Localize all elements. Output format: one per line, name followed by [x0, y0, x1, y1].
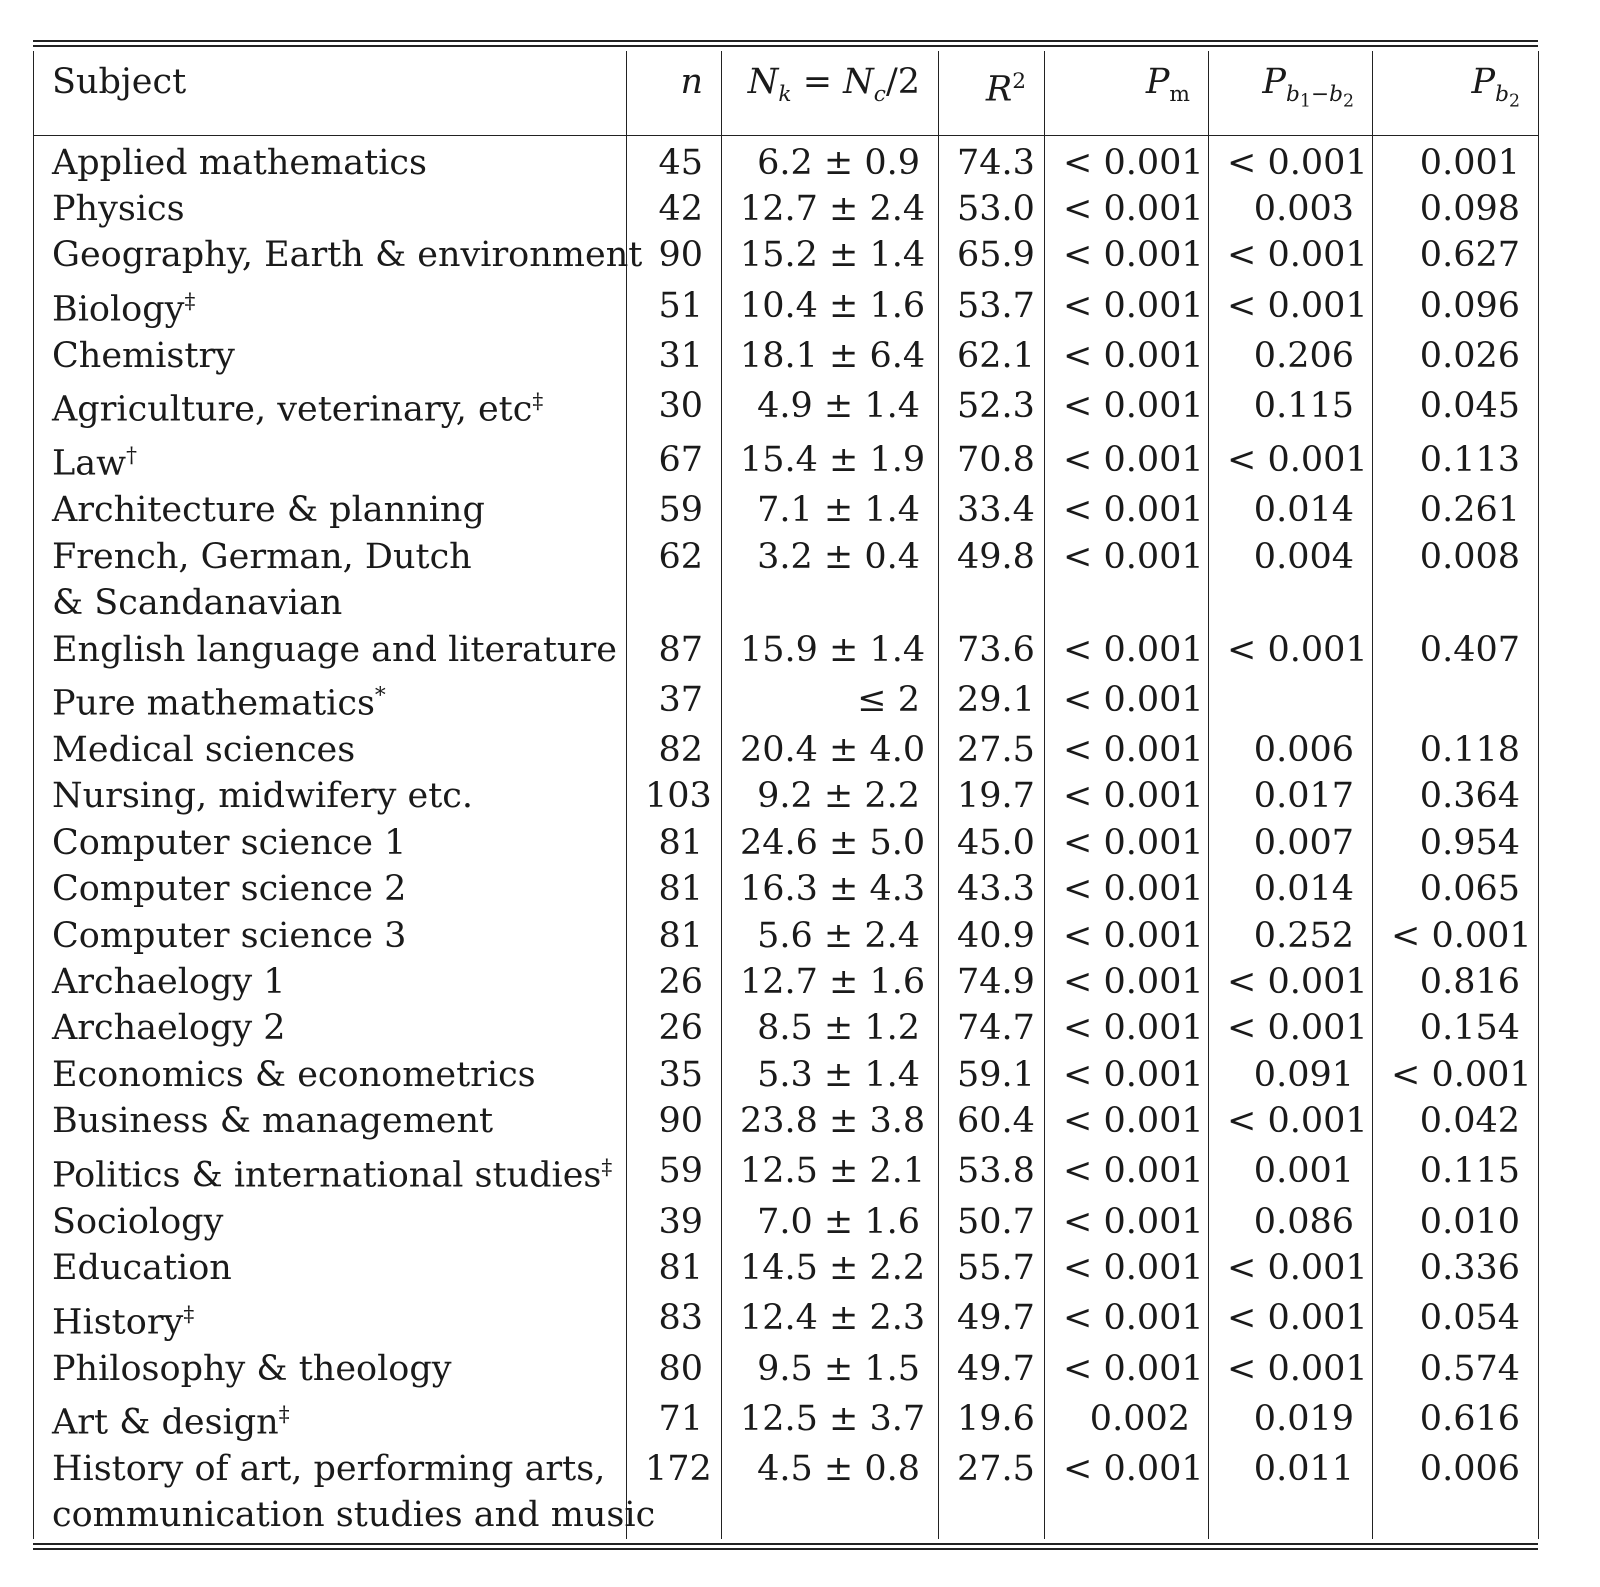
header-subject: Subject: [52, 62, 187, 102]
cell-pb2: 0.261: [1373, 487, 1539, 533]
table-row: [34, 379, 1539, 433]
subject-name: Chemistry: [52, 335, 235, 376]
cell-nk: 12.5 ± 2.1: [722, 1145, 939, 1199]
cell-pb1b2: < 0.001: [1209, 627, 1373, 673]
table-row: [34, 727, 1539, 773]
cell-pm: < 0.001: [1045, 534, 1209, 627]
cell-pm: < 0.001: [1045, 1292, 1209, 1346]
subject-name: Applied mathematics: [52, 142, 427, 183]
cell-n: 81: [627, 866, 722, 912]
subject-name: Computer science 2: [52, 869, 407, 910]
footnote-mark: ‡: [184, 288, 196, 314]
cell-pb2: 0.627: [1373, 232, 1539, 278]
cell-pb1b2: < 0.001: [1209, 1098, 1373, 1144]
cell-nk: 4.5 ± 0.8: [722, 1446, 939, 1539]
cell-pb1b2: [1209, 673, 1373, 727]
cell-n: 82: [627, 727, 722, 773]
header-n: n: [627, 51, 722, 135]
cell-n: 26: [627, 1005, 722, 1051]
table-row: [34, 627, 1539, 673]
cell-subject: [34, 333, 627, 379]
cell-nk: 24.6 ± 5.0: [722, 820, 939, 866]
subject-name: Philosophy & theology: [52, 1348, 452, 1389]
cell-n: 81: [627, 913, 722, 959]
subject-name: Law: [52, 443, 127, 484]
table-row: [34, 913, 1539, 959]
cell-pm: < 0.001: [1045, 913, 1209, 959]
cell-pb2: 0.115: [1373, 1145, 1539, 1199]
subject-name: Business & management: [52, 1101, 494, 1142]
cell-pb1b2: 0.091: [1209, 1052, 1373, 1098]
subject-name: History of art, performing arts,: [52, 1449, 606, 1490]
header-row: [34, 51, 1539, 135]
cell-pb1b2: 0.006: [1209, 727, 1373, 773]
cell-pb2: 0.045: [1373, 379, 1539, 433]
cell-pb2: [1373, 673, 1539, 727]
cell-nk: 14.5 ± 2.2: [722, 1245, 939, 1291]
cell-pm: < 0.001: [1045, 186, 1209, 232]
table-row: [34, 186, 1539, 232]
cell-pb1b2: 0.019: [1209, 1392, 1373, 1446]
cell-pm: < 0.001: [1045, 333, 1209, 379]
cell-pm: < 0.001: [1045, 1052, 1209, 1098]
cell-pm: < 0.001: [1045, 279, 1209, 333]
cell-nk: 15.9 ± 1.4: [722, 627, 939, 673]
cell-n: 90: [627, 232, 722, 278]
subject-name: Politics & international studies: [52, 1155, 602, 1196]
top-double-rule: [33, 40, 1538, 47]
cell-pm: < 0.001: [1045, 1005, 1209, 1051]
cell-pb2: 0.954: [1373, 820, 1539, 866]
cell-r2: 19.7: [939, 773, 1045, 819]
subject-name: Nursing, midwifery etc.: [52, 776, 473, 817]
cell-nk: 12.7 ± 2.4: [722, 186, 939, 232]
cell-pb2: 0.154: [1373, 1005, 1539, 1051]
cell-pb2: 0.098: [1373, 186, 1539, 232]
cell-r2: 27.5: [939, 1446, 1045, 1539]
cell-subject: [34, 673, 627, 727]
cell-pm: 0.002: [1045, 1392, 1209, 1446]
table-row: [34, 534, 1539, 627]
cell-subject: [34, 727, 627, 773]
cell-pb2: 0.407: [1373, 627, 1539, 673]
cell-pb2: 0.008: [1373, 534, 1539, 627]
cell-r2: 40.9: [939, 913, 1045, 959]
cell-pb1b2: < 0.001: [1209, 279, 1373, 333]
table-row: [34, 866, 1539, 912]
cell-nk: 12.5 ± 3.7: [722, 1392, 939, 1446]
cell-pb2: 0.118: [1373, 727, 1539, 773]
cell-nk: 20.4 ± 4.0: [722, 727, 939, 773]
cell-n: 42: [627, 186, 722, 232]
subject-name: Architecture & planning: [52, 490, 485, 531]
cell-pm: < 0.001: [1045, 866, 1209, 912]
cell-subject: [34, 186, 627, 232]
cell-r2: 50.7: [939, 1199, 1045, 1245]
cell-n: 81: [627, 820, 722, 866]
cell-r2: 59.1: [939, 1052, 1045, 1098]
cell-pb1b2: 0.007: [1209, 820, 1373, 866]
subject-name: Computer science 1: [52, 822, 407, 863]
cell-pb1b2: < 0.001: [1209, 959, 1373, 1005]
table-row: [34, 1052, 1539, 1098]
subject-name: Biology: [52, 289, 185, 330]
cell-pm: < 0.001: [1045, 673, 1209, 727]
cell-nk: 15.2 ± 1.4: [722, 232, 939, 278]
footnote-mark: ‡: [532, 389, 544, 415]
cell-nk: 9.5 ± 1.5: [722, 1346, 939, 1392]
cell-subject: [34, 232, 643, 278]
cell-pb2: 0.616: [1373, 1392, 1539, 1446]
cell-nk: 3.2 ± 0.4: [722, 534, 939, 627]
cell-r2: 49.7: [939, 1346, 1045, 1392]
subject-name: History: [52, 1302, 184, 1343]
cell-pm: < 0.001: [1045, 1346, 1209, 1392]
cell-subject: [34, 959, 627, 1005]
table-row: [34, 1005, 1539, 1051]
footnote-mark: *: [374, 682, 386, 708]
cell-n: 83: [627, 1292, 722, 1346]
header-nk: $N_k = N_c/2$: [722, 51, 939, 135]
cell-n: 35: [627, 1052, 722, 1098]
table-row: [34, 135, 1539, 186]
cell-pb2: 0.364: [1373, 773, 1539, 819]
cell-r2: 70.8: [939, 433, 1045, 487]
cell-n: 71: [627, 1392, 722, 1446]
cell-r2: 74.7: [939, 1005, 1045, 1051]
cell-pm: < 0.001: [1045, 379, 1209, 433]
cell-subject: [34, 1245, 627, 1291]
cell-subject: [34, 1098, 627, 1144]
cell-r2: 49.7: [939, 1292, 1045, 1346]
table-row: [34, 1199, 1539, 1245]
footnote-mark: †: [126, 443, 137, 469]
bottom-double-rule: [33, 1543, 1538, 1550]
cell-r2: 27.5: [939, 727, 1045, 773]
subject-name: Medical sciences: [52, 730, 356, 770]
cell-subject: [34, 487, 627, 533]
cell-pb2: 0.001: [1373, 135, 1539, 186]
table-row: [34, 487, 1539, 533]
cell-nk: 5.3 ± 1.4: [722, 1052, 939, 1098]
table-body: [34, 135, 1539, 1539]
cell-pm: < 0.001: [1045, 627, 1209, 673]
cell-pb2: 0.054: [1373, 1292, 1539, 1346]
cell-pb2: 0.042: [1373, 1098, 1539, 1144]
cell-n: 37: [627, 673, 722, 727]
header-r2: $R^2$: [939, 51, 1045, 135]
cell-pm: < 0.001: [1045, 1199, 1209, 1245]
header-pb2: $P_{b_2}$: [1373, 51, 1539, 135]
cell-n: 80: [627, 1346, 722, 1392]
header-pb1b2: $P_{b_1-b_2}$: [1209, 51, 1373, 135]
table-row: [34, 1392, 1539, 1446]
cell-n: 45: [627, 135, 722, 186]
cell-pb1b2: 0.017: [1209, 773, 1373, 819]
cell-subject: [34, 1199, 627, 1245]
subject-name: French, German, Dutch: [52, 536, 472, 577]
header-pm: $P_m$: [1045, 51, 1209, 135]
cell-pb1b2: 0.001: [1209, 1145, 1373, 1199]
cell-nk: 7.0 ± 1.6: [722, 1199, 939, 1245]
cell-r2: 53.7: [939, 279, 1045, 333]
subject-name: Agriculture, veterinary, etc: [52, 389, 533, 430]
cell-pb2: 0.336: [1373, 1245, 1539, 1291]
cell-subject: [34, 534, 627, 627]
cell-subject: [34, 820, 627, 866]
cell-r2: 52.3: [939, 379, 1045, 433]
cell-pb1b2: < 0.001: [1209, 1292, 1373, 1346]
table-row: [34, 433, 1539, 487]
cell-pm: < 0.001: [1045, 1145, 1209, 1199]
cell-subject: [34, 1005, 627, 1051]
cell-pb1b2: < 0.001: [1209, 1005, 1373, 1051]
cell-r2: 49.8: [939, 534, 1045, 627]
cell-r2: 29.1: [939, 673, 1045, 727]
table-row: [34, 1292, 1539, 1346]
cell-pb1b2: 0.011: [1209, 1446, 1373, 1539]
cell-pb1b2: 0.014: [1209, 487, 1373, 533]
table-row: [34, 232, 1539, 278]
table-row: [34, 333, 1539, 379]
cell-subject: [34, 1446, 656, 1539]
cell-n: 31: [627, 333, 722, 379]
cell-r2: 60.4: [939, 1098, 1045, 1144]
cell-pm: < 0.001: [1045, 135, 1209, 186]
cell-pb2: 0.574: [1373, 1346, 1539, 1392]
cell-subject: [34, 379, 627, 433]
cell-subject: [34, 433, 627, 487]
cell-n: 30: [627, 379, 722, 433]
cell-nk: 7.1 ± 1.4: [722, 487, 939, 533]
cell-pb2: 0.096: [1373, 279, 1539, 333]
cell-r2: 74.9: [939, 959, 1045, 1005]
subject-name: Economics & econometrics: [52, 1054, 536, 1095]
cell-pb1b2: 0.252: [1209, 913, 1373, 959]
cell-n: 81: [627, 1245, 722, 1291]
cell-pm: < 0.001: [1045, 232, 1209, 278]
cell-pm: < 0.001: [1045, 820, 1209, 866]
cell-pb2: 0.065: [1373, 866, 1539, 912]
cell-pb2: < 0.001: [1373, 1052, 1539, 1098]
cell-r2: 45.0: [939, 820, 1045, 866]
subject-name: Sociology: [52, 1201, 224, 1242]
cell-pb2: 0.816: [1373, 959, 1539, 1005]
table-row: [34, 773, 1539, 819]
table-row: [34, 673, 1539, 727]
subject-name: Art & design: [52, 1402, 279, 1443]
cell-r2: 53.8: [939, 1145, 1045, 1199]
cell-nk: 12.7 ± 1.6: [722, 959, 939, 1005]
cell-subject: [34, 1145, 627, 1199]
cell-subject: [34, 773, 627, 819]
subject-name: Pure mathematics: [52, 683, 375, 724]
cell-n: 59: [627, 1145, 722, 1199]
cell-nk: 9.2 ± 2.2: [722, 773, 939, 819]
cell-pb1b2: < 0.001: [1209, 232, 1373, 278]
table-row: [34, 1346, 1539, 1392]
subject-statistics-table: [33, 51, 1539, 1539]
cell-pb1b2: < 0.001: [1209, 1245, 1373, 1291]
footnote-mark: ‡: [183, 1301, 195, 1327]
cell-nk: 8.5 ± 1.2: [722, 1005, 939, 1051]
cell-pm: < 0.001: [1045, 487, 1209, 533]
cell-n: 59: [627, 487, 722, 533]
subject-name: Archaelogy 1: [52, 962, 286, 1003]
cell-pb1b2: < 0.001: [1209, 1346, 1373, 1392]
cell-subject: [34, 279, 627, 333]
subject-name: Education: [52, 1248, 232, 1289]
cell-subject: [34, 1392, 627, 1446]
cell-pm: < 0.001: [1045, 433, 1209, 487]
cell-pb1b2: 0.206: [1209, 333, 1373, 379]
cell-subject: [34, 913, 627, 959]
cell-pm: < 0.001: [1045, 1446, 1209, 1539]
cell-pb2: 0.113: [1373, 433, 1539, 487]
cell-n: 90: [627, 1098, 722, 1144]
cell-pb1b2: 0.003: [1209, 186, 1373, 232]
cell-n: 87: [627, 627, 722, 673]
footnote-mark: ‡: [601, 1154, 613, 1180]
table-row: [34, 1446, 1539, 1539]
footnote-mark: ‡: [278, 1402, 290, 1427]
table-row: [34, 959, 1539, 1005]
cell-pm: < 0.001: [1045, 1098, 1209, 1144]
cell-pb1b2: 0.014: [1209, 866, 1373, 912]
cell-pm: < 0.001: [1045, 959, 1209, 1005]
cell-n: 67: [627, 433, 722, 487]
cell-pb1b2: < 0.001: [1209, 433, 1373, 487]
data-table-container: [33, 40, 1538, 1550]
cell-r2: 73.6: [939, 627, 1045, 673]
table-row: [34, 1098, 1539, 1144]
cell-r2: 55.7: [939, 1245, 1045, 1291]
subject-name: English language and literature: [52, 629, 617, 670]
table-row: [34, 1245, 1539, 1291]
cell-n: 62: [627, 534, 722, 627]
cell-nk: ≤ 2: [722, 673, 939, 727]
cell-pb2: 0.010: [1373, 1199, 1539, 1245]
cell-r2: 43.3: [939, 866, 1045, 912]
cell-r2: 62.1: [939, 333, 1045, 379]
cell-subject: [34, 866, 627, 912]
cell-pb1b2: < 0.001: [1209, 135, 1373, 186]
cell-n: 51: [627, 279, 722, 333]
subject-name-continued: & Scandanavian: [52, 583, 343, 624]
cell-nk: 4.9 ± 1.4: [722, 379, 939, 433]
cell-nk: 12.4 ± 2.3: [722, 1292, 939, 1346]
cell-nk: 10.4 ± 1.6: [722, 279, 939, 333]
cell-pb2: < 0.001: [1373, 913, 1539, 959]
cell-nk: 15.4 ± 1.9: [722, 433, 939, 487]
cell-pb2: 0.026: [1373, 333, 1539, 379]
table-row: [34, 820, 1539, 866]
cell-nk: 6.2 ± 0.9: [722, 135, 939, 186]
cell-pb2: 0.006: [1373, 1446, 1539, 1539]
table-row: [34, 1145, 1539, 1199]
cell-n: 172: [627, 1446, 722, 1539]
cell-pb1b2: 0.115: [1209, 379, 1373, 433]
subject-name-continued: communication studies and music: [52, 1495, 656, 1536]
subject-name: Archaelogy 2: [52, 1008, 286, 1049]
cell-r2: 53.0: [939, 186, 1045, 232]
cell-n: 39: [627, 1199, 722, 1245]
cell-subject: [34, 135, 627, 186]
subject-name: Physics: [52, 188, 185, 229]
cell-nk: 16.3 ± 4.3: [722, 866, 939, 912]
cell-n: 103: [627, 773, 722, 819]
cell-nk: 5.6 ± 2.4: [722, 913, 939, 959]
cell-nk: 23.8 ± 3.8: [722, 1098, 939, 1144]
cell-pm: < 0.001: [1045, 727, 1209, 773]
cell-subject: [34, 1052, 627, 1098]
subject-name: Computer science 3: [52, 915, 407, 956]
cell-pm: < 0.001: [1045, 1245, 1209, 1291]
cell-subject: [34, 627, 627, 673]
table-row: [34, 279, 1539, 333]
cell-r2: 65.9: [939, 232, 1045, 278]
cell-subject: [34, 1292, 627, 1346]
cell-r2: 19.6: [939, 1392, 1045, 1446]
subject-name: Geography, Earth & environment: [52, 235, 643, 276]
cell-r2: 33.4: [939, 487, 1045, 533]
cell-pm: < 0.001: [1045, 773, 1209, 819]
cell-r2: 74.3: [939, 135, 1045, 186]
cell-nk: 18.1 ± 6.4: [722, 333, 939, 379]
cell-n: 26: [627, 959, 722, 1005]
cell-subject: [34, 1346, 627, 1392]
cell-pb1b2: 0.086: [1209, 1199, 1373, 1245]
cell-pb1b2: 0.004: [1209, 534, 1373, 627]
